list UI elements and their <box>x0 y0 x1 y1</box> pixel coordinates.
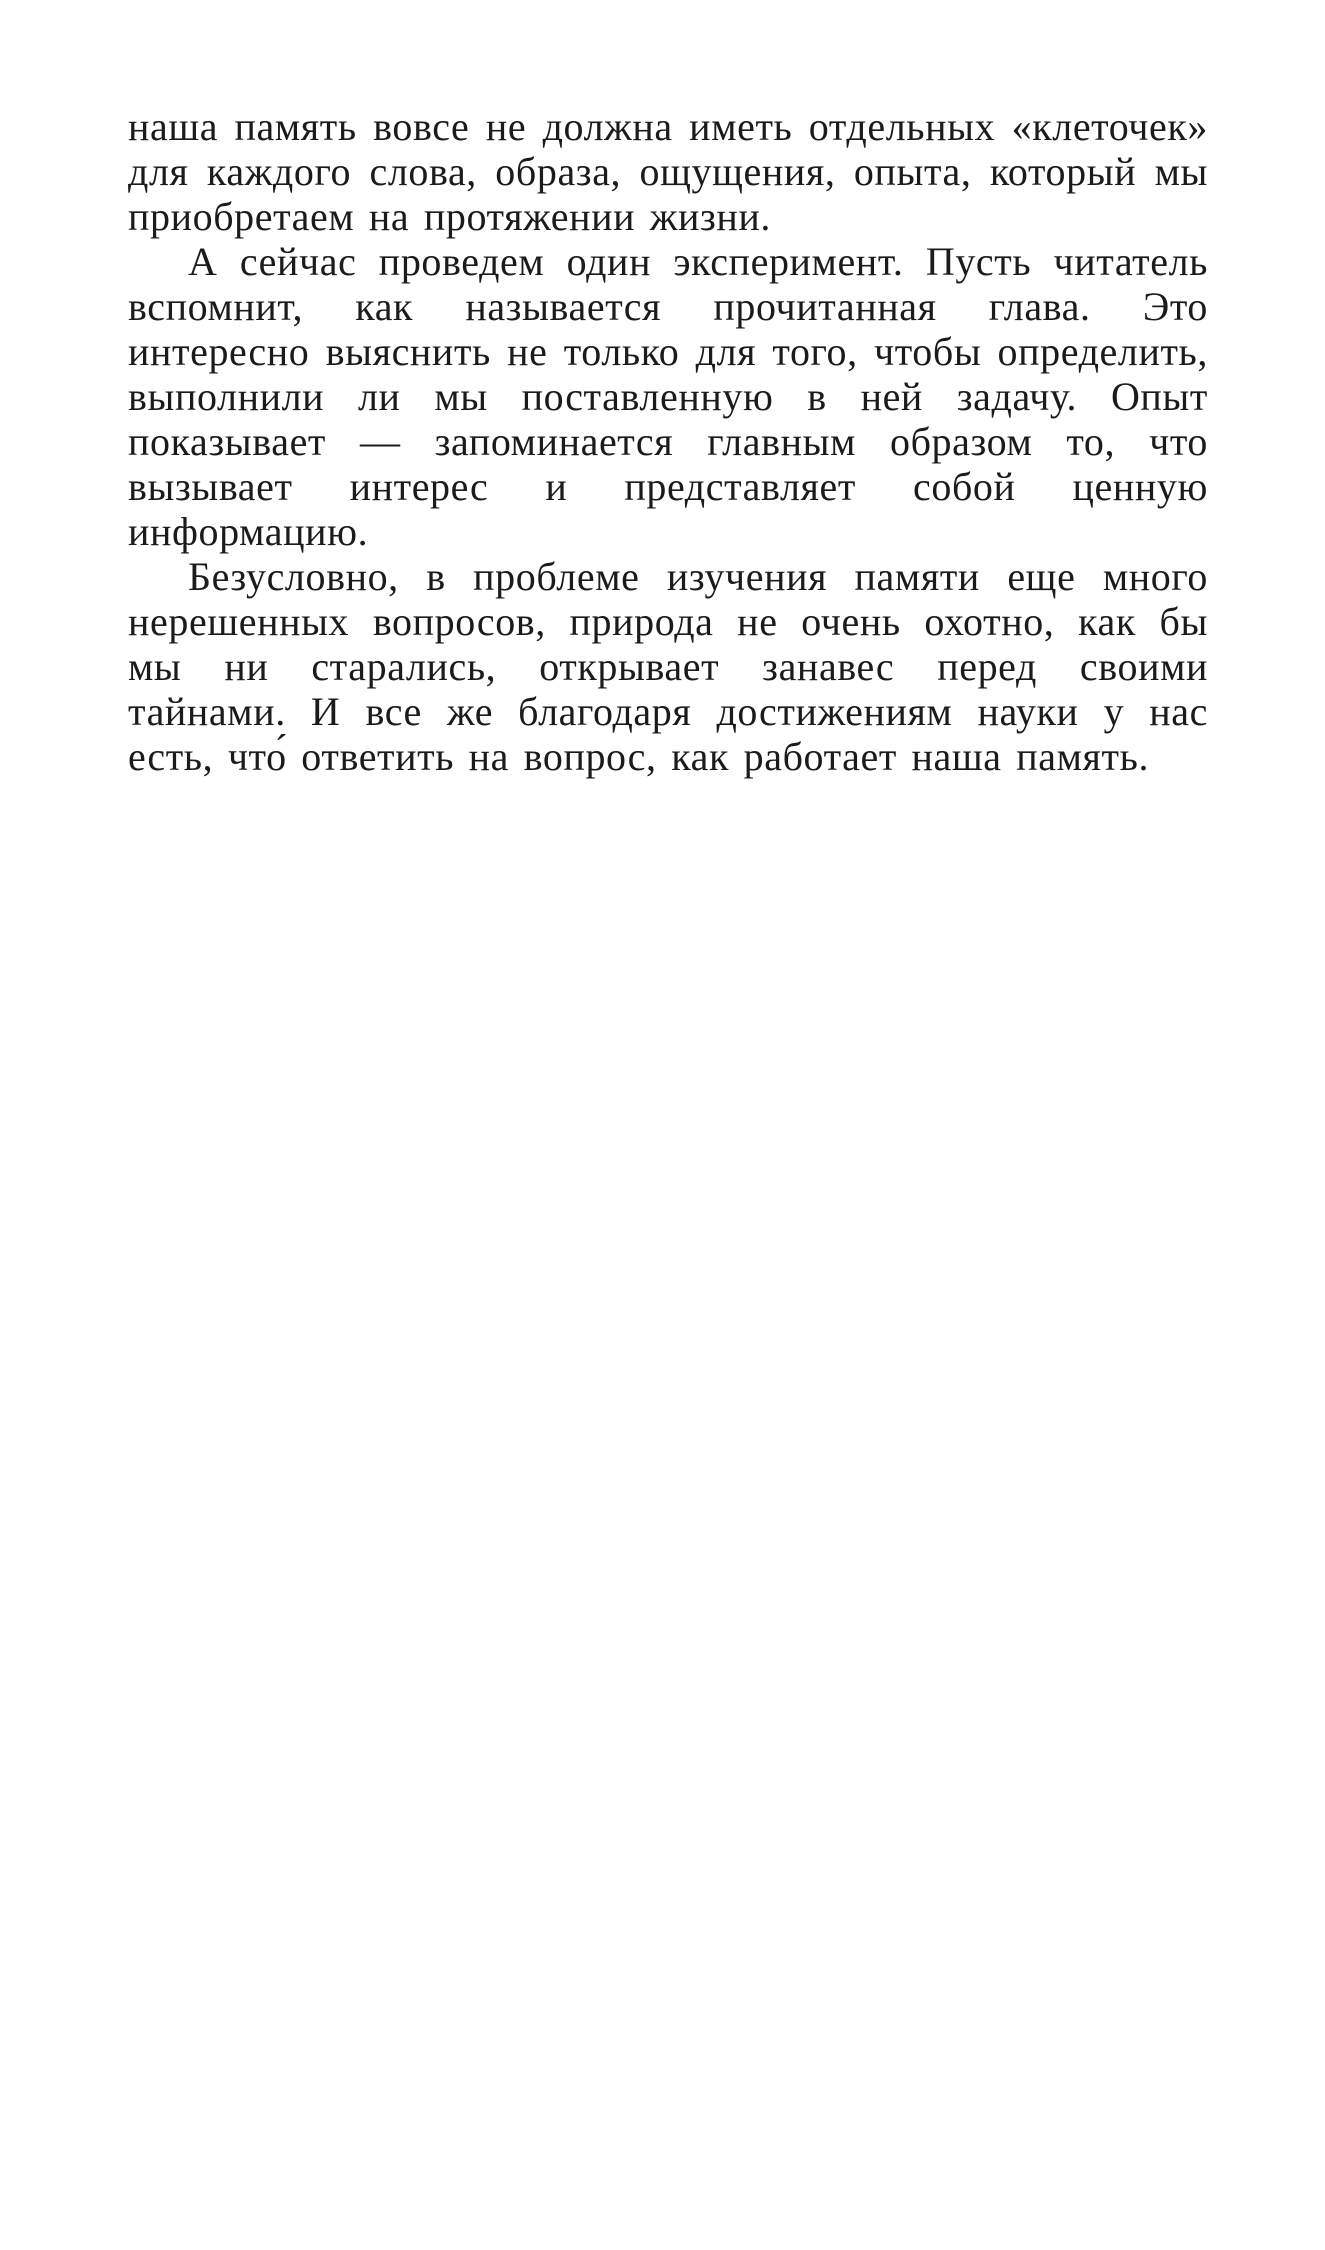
paragraph-experiment: А сейчас проведем один эксперимент. Пусть читатель вспомнит, как называется прочитанная глава. Это интересно выяснить не только для того, чтобы определить, выполнили ли мы поставленную в ней задачу. Опыт показывает — запоминается главным образом то, что вызывает интерес и представляет собой ценную информацию. <box>128 239 1208 554</box>
body-text <box>128 104 1208 779</box>
paragraph-conclusion: Безусловно, в проблеме изучения памяти еще много нерешенных вопросов, природа не очень охотно, как бы мы ни старались, открывает занавес перед своими тайнами. И все же благодаря достижениям науки у нас есть, что́ ответить на вопрос, как работает наша память. <box>128 554 1208 779</box>
paragraph-continuation: наша память вовсе не должна иметь отдельных «клеточек» для каждого слова, образа, ощущения, опыта, который мы приобретаем на протяжении жизни. <box>128 104 1208 239</box>
